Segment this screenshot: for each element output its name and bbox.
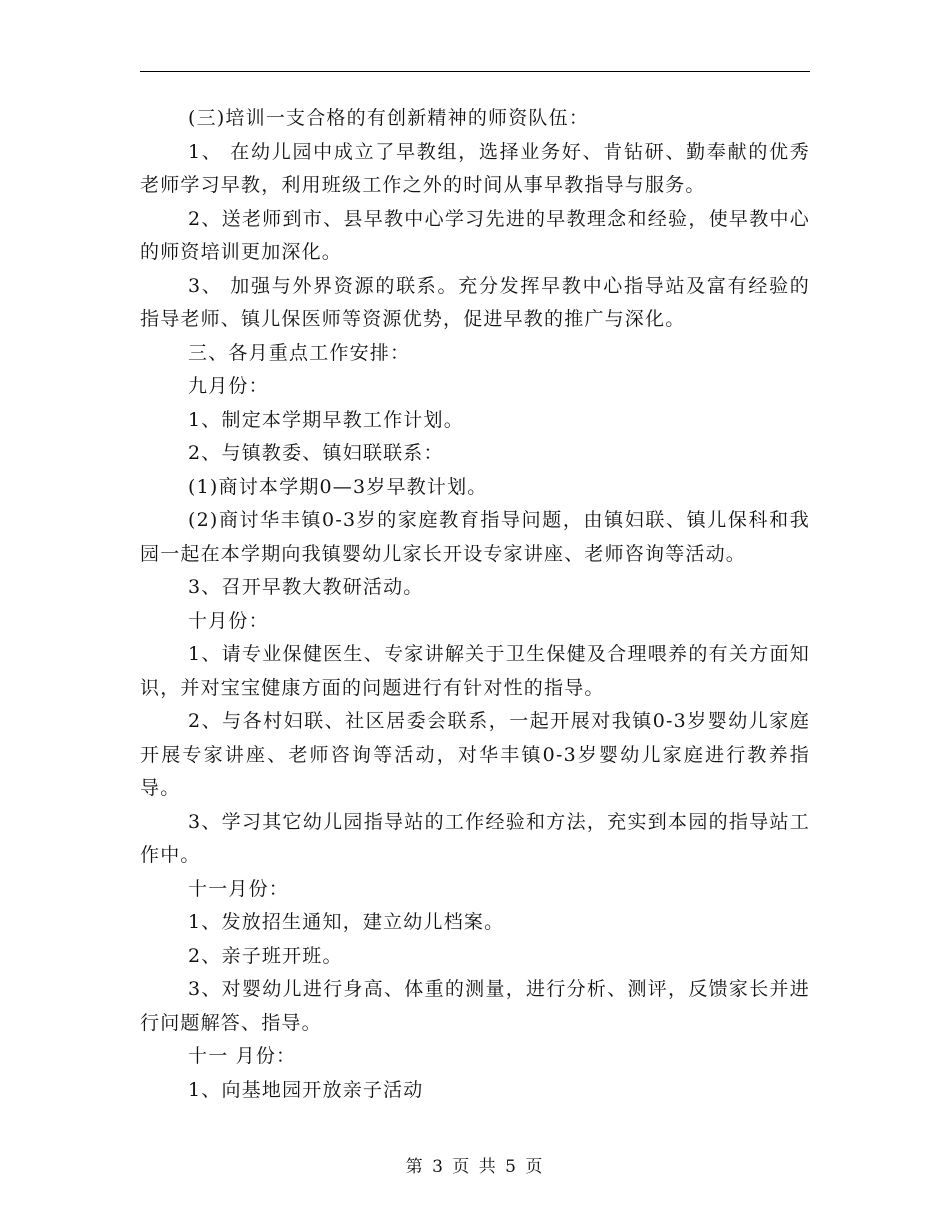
paragraph: 1、请专业保健医生、专家讲解关于卫生保健及合理喂养的有关方面知识，并对宝宝健康方面的问题进行有针对性的指导。: [140, 643, 810, 699]
section-heading-monthly-plan: 三、各月重点工作安排：: [188, 341, 411, 364]
month-heading-november-2: 十一 月份：: [188, 1045, 297, 1067]
paragraph: 2、与镇教委、镇妇联联系：: [188, 442, 444, 464]
paragraph: 3、对婴幼儿进行身高、体重的测量，进行分析、测评，反馈家长并进行问题解答、指导。: [140, 978, 810, 1034]
paragraph: 2、送老师到市、县早教中心学习先进的早教理念和经验，使早教中心的师资培训更加深化。: [140, 207, 810, 263]
header-rule: [140, 71, 810, 72]
paragraph: 1、制定本学期早教工作计划。: [188, 408, 464, 431]
paragraph: 1、发放招生通知，建立幼儿档案。: [188, 911, 505, 933]
paragraph: (1)商讨本学期0—3岁早教计划。: [188, 475, 488, 498]
paragraph: 1、向基地园开放亲子活动: [188, 1078, 424, 1101]
paragraph: 2、与各村妇联、社区居委会联系，一起开展对我镇0-3岁婴幼儿家庭开展专家讲座、老师咨询等活动，对华丰镇0-3岁婴幼儿家庭进行教养指导。: [140, 710, 810, 799]
month-heading-september: 九月份：: [188, 375, 269, 397]
paragraph: 3、召开早教大教研活动。: [188, 576, 424, 598]
paragraph: 3、 加强与外界资源的联系。充分发挥早教中心指导站及富有经验的指导老师、镇儿保医师等资源优势，促进早教的推广与深化。: [140, 274, 810, 330]
paragraph: 1、 在幼儿园中成立了早教组，选择业务好、肯钻研、勤奉献的优秀老师学习早教，利用班级工作之外的时间从事早教指导与服务。: [140, 140, 810, 196]
month-heading-november: 十一月份：: [188, 877, 290, 900]
paragraph: 3、学习其它幼儿园指导站的工作经验和方法，充实到本园的指导站工作中。: [140, 810, 810, 866]
paragraph: (2)商讨华丰镇0-3岁的家庭教育指导问题，由镇妇联、镇儿保科和我园一起在本学期向我镇婴幼儿家长开设专家讲座、老师咨询等活动。: [140, 509, 810, 565]
page-number: 第 3 页 共 5 页: [405, 1157, 545, 1177]
month-heading-october: 十月份：: [188, 609, 269, 632]
section-heading-training: (三)培训一支合格的有创新精神的师资队伍：: [188, 107, 590, 129]
document-body: [140, 102, 810, 1107]
paragraph: 2、亲子班开班。: [188, 944, 343, 967]
